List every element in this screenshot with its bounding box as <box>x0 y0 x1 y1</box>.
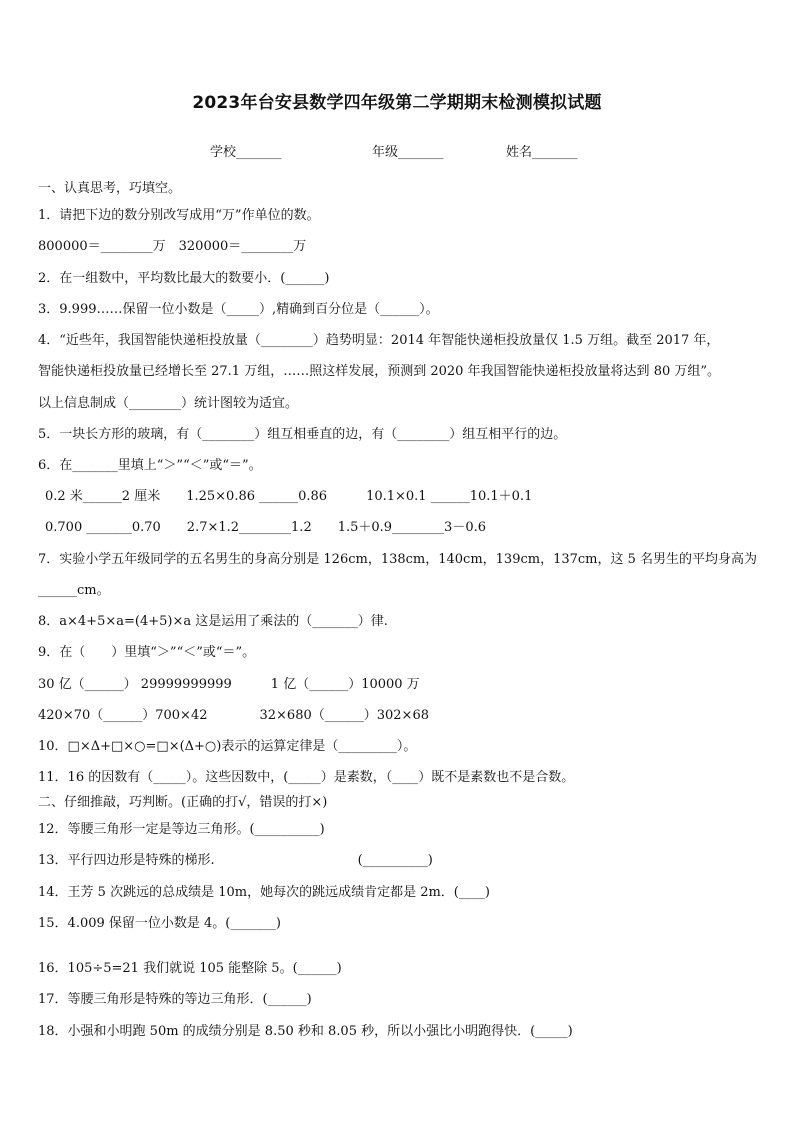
question-6-row-2: 0.700 _______0.70 2.7×1.2________1.2 1.5＋0.9________3－0.6 <box>45 520 487 535</box>
question-6: 6．在_______里填上“＞”“＜”或“＝”。 <box>38 458 262 473</box>
question-9: 9．在（ ）里填“＞”“＜”或“＝”。 <box>38 645 256 660</box>
question-1: 1．请把下边的数分别改写成用“万”作单位的数。 <box>38 208 320 223</box>
question-14: 14．王芳 5 次跳远的总成绩是 10m，她每次的跳远成绩肯定都是 2m．(____) <box>38 885 490 900</box>
question-3: 3．9.999……保留一位小数是（_____）,精确到百分位是（______）。 <box>38 302 439 317</box>
question-10: 10．□×Δ+□×○=□×(Δ+○)表示的运算定律是（_________）。 <box>38 739 417 754</box>
question-5: 5．一块长方形的玻璃，有（________）组互相垂直的边，有（________）组互相平行的边。 <box>38 427 567 442</box>
question-11: 11．16 的因数有（_____）。这些因数中，(_____）是素数，（____）既不是素数也不是合数。 <box>38 770 575 785</box>
grade-field: 年级_______ <box>372 145 444 160</box>
question-15: 15．4.009 保留一位小数是 4。(_______) <box>38 916 281 931</box>
school-field: 学校_______ <box>210 145 282 160</box>
question-4-line-3: 以上信息制成（________）统计图较为适宜。 <box>38 396 299 411</box>
question-17: 17．等腰三角形是特殊的等边三角形．(______) <box>38 992 312 1007</box>
name-field: 姓名_______ <box>506 145 578 160</box>
question-7-line-1: 7．实验小学五年级同学的五名男生的身高分别是 126cm，138cm，140cm，139cm，137cm，这 5 名男生的平均身高为 <box>38 552 758 567</box>
question-12: 12．等腰三角形一定是等边三角形。(__________) <box>38 822 325 837</box>
exam-title: 2023年台安县数学四年级第二学期期末检测模拟试题 <box>192 93 602 113</box>
question-16: 16．105÷5=21 我们就说 105 能整除 5。(______) <box>38 961 342 976</box>
question-4-line-2: 智能快递柜投放量已经增长至 27.1 万组，……照这样发展，预测到 2020 年我国智能快递柜投放量将达到 80 万组”。 <box>38 364 721 379</box>
question-13: 13．平行四边形是特殊的梯形. (__________) <box>38 853 433 868</box>
question-2: 2．在一组数中，平均数比最大的数要小．(______) <box>38 271 330 286</box>
section-1-heading: 一、认真思考，巧填空。 <box>38 181 182 196</box>
question-6-row-1: 0.2 米______2 厘米 1.25×0.86 ______0.86 10.1×0.1 ______10.1＋0.1 <box>45 489 533 504</box>
question-9-row-2: 420×70（______）700×42 32×680（______）302×68 <box>38 708 429 723</box>
question-7-line-2: ______cm。 <box>38 583 110 598</box>
question-8: 8．a×4+5×a=(4+5)×a 这是运用了乘法的（_______）律. <box>38 614 388 629</box>
section-2-heading: 二、仔细推敲，巧判断。(正确的打√，错误的打×) <box>38 795 328 810</box>
question-9-row-1: 30 亿（______） 29999999999 1 亿（______）10000 万 <box>38 677 420 692</box>
question-18: 18．小强和小明跑 50m 的成绩分别是 8.50 秒和 8.05 秒，所以小强比小明跑得快．(_____) <box>38 1024 573 1039</box>
question-1-blanks: 800000＝________万 320000＝________万 <box>38 239 307 254</box>
question-4-line-1: 4．“近些年，我国智能快递柜投放量（________）趋势明显：2014 年智能快递柜投放量仅 1.5 万组。截至 2017 年， <box>38 333 720 348</box>
